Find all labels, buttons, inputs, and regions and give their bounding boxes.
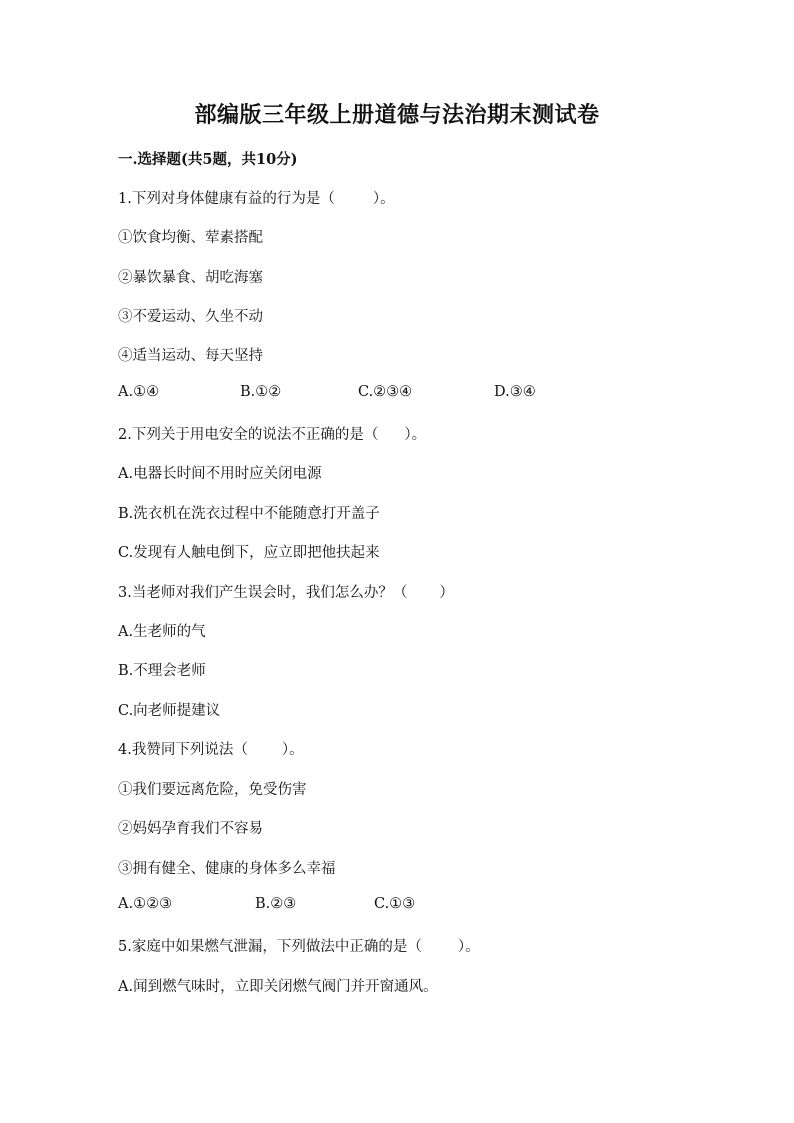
question-1-option-b: B.①② [240, 384, 282, 400]
question-4-option-c: C.①③ [374, 896, 416, 912]
question-stem-end: ）。 [457, 939, 480, 955]
question-5-stem [118, 935, 480, 956]
question-4-stem [118, 738, 304, 759]
question-2-stem [118, 423, 426, 444]
question-2-option-b: B.洗衣机在洗衣过程中不能随意打开盖子 [118, 506, 380, 522]
question-stem-text: 1.下列对身体健康有益的行为是（ [118, 191, 335, 207]
question-stem-end: ）。 [281, 742, 304, 758]
question-5-option-a: A.闻到燃气味时，立即关闭燃气阀门并开窗通风。 [118, 979, 438, 995]
question-1-option-c: C.②③④ [358, 384, 413, 400]
question-1-item: ①饮食均衡、荤素搭配 [118, 230, 263, 246]
question-2-option-c: C.发现有人触电倒下，应立即把他扶起来 [118, 545, 380, 561]
question-1-option-a: A.①④ [118, 384, 160, 400]
section-heading: 一.选择题(共5题，共10分) [118, 151, 298, 168]
question-stem-text: 2.下列关于用电安全的说法不正确的是（ [118, 427, 379, 443]
question-4-item: ①我们要远离危险，免受伤害 [118, 782, 307, 798]
question-stem-text: 5.家庭中如果燃气泄漏，下列做法中正确的是（ [118, 939, 422, 955]
question-stem-end: ） [439, 585, 454, 601]
page-title: 部编版三年级上册道德与法治期末测试卷 [194, 102, 600, 128]
question-1-option-d: D.③④ [494, 384, 536, 400]
question-4-option-a: A.①②③ [118, 896, 173, 912]
question-2-option-a: A.电器长时间不用时应关闭电源 [118, 466, 322, 482]
question-3-stem [118, 581, 454, 602]
question-1-stem [118, 187, 395, 208]
question-3-option-a: A.生老师的气 [118, 624, 206, 640]
question-3-option-c: C.向老师提建议 [118, 703, 221, 719]
question-4-option-b: B.②③ [255, 896, 297, 912]
question-1-item: ②暴饮暴食、胡吃海塞 [118, 270, 263, 286]
question-stem-text: 4.我赞同下列说法（ [118, 742, 248, 758]
question-stem-end: ）。 [372, 191, 395, 207]
question-4-item: ②妈妈孕育我们不容易 [118, 821, 263, 837]
question-stem-end: ）。 [404, 427, 427, 443]
question-4-item: ③拥有健全、健康的身体多么幸福 [118, 861, 336, 877]
question-stem-text: 3.当老师对我们产生误会时，我们怎么办？（ [118, 585, 408, 601]
question-1-item: ③不爱运动、久坐不动 [118, 309, 263, 325]
question-3-option-b: B.不理会老师 [118, 663, 206, 679]
question-1-item: ④适当运动、每天坚持 [118, 348, 263, 364]
